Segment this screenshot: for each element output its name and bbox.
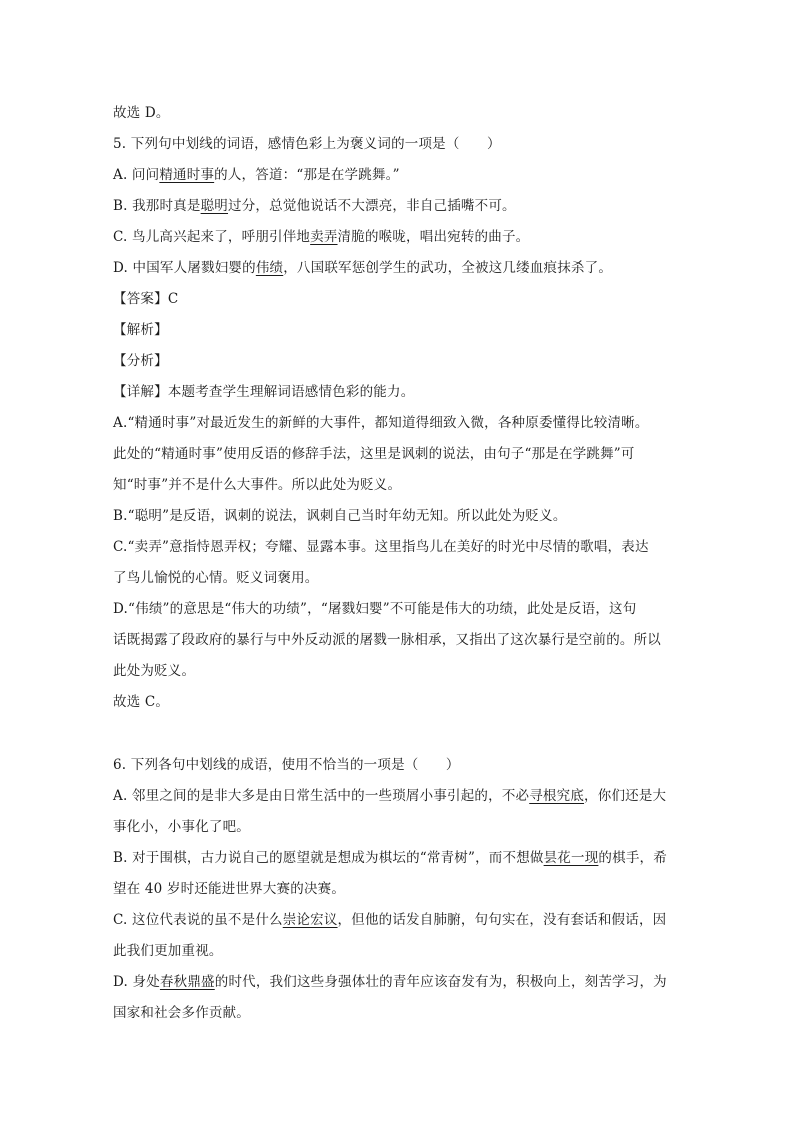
q5-option-c: C. 鸟儿高兴起来了，呼朋引伴地卖弄清脆的喉咙，唱出宛转的曲子。 xyxy=(113,229,530,245)
explanation-d-line: 话既揭露了段政府的暴行与中外反动派的屠戮一脉相承，又指出了这次暴行是空前的。所以 xyxy=(113,632,661,648)
q6-option-a: A. 邻里之间的是非大多是由日常生活中的一些琐屑小事引起的，不必寻根究底，你们还是大 xyxy=(113,788,667,804)
explanation-a-line: 此处的“精通时事”使用反语的修辞手法，这里是讽刺的说法，由句子“那是在学跳舞”可 xyxy=(113,446,635,462)
q5-answer xyxy=(113,284,693,315)
q6-option-d: D. 身处春秋鼎盛的时代，我们这些身强体壮的青年应该奋发有为，积极向上，刻苦学习，为 xyxy=(113,974,667,990)
q6-option-b-cont: 望在 40 岁时还能进世界大赛的决赛。 xyxy=(113,881,346,897)
q6-option-c: C. 这位代表说的虽不是什么崇论宏议，但他的话发自肺腑，句句实在，没有套话和假话，因 xyxy=(113,912,667,928)
explanation-c-line: C.“卖弄”意指恃恩弄权；夸耀、显露本事。这里指鸟儿在美好的时光中尽情的歌唱，表达 xyxy=(113,539,649,555)
underlined-term: 伟绩 xyxy=(255,260,284,276)
underlined-term: 精通时事 xyxy=(159,167,215,183)
q6-stem: 6. 下列各句中划线的成语，使用不恰当的一项是（ ） xyxy=(113,757,460,773)
document-page xyxy=(113,98,693,1029)
q6-option-a-cont: 事化小，小事化了吧。 xyxy=(113,819,250,835)
underlined-term: 聪明 xyxy=(200,198,229,214)
q5-option-a: A. 问问精通时事的人，答道：“那是在学跳舞。” xyxy=(113,167,400,183)
underlined-idiom: 寻根究底 xyxy=(529,788,585,804)
underlined-idiom: 崇论宏议 xyxy=(282,912,338,928)
q5-option-b: B. 我那时真是聪明过分，总觉他说话不大漂亮，非自己插嘴不可。 xyxy=(113,198,516,214)
q6-option-d-cont: 国家和社会多作贡献。 xyxy=(113,1005,250,1021)
explanation-b-line: B.“聪明”是反语，讽刺的说法，讽刺自己当时年幼无知。所以此处为贬义。 xyxy=(113,508,567,524)
underlined-idiom: 昙花一现 xyxy=(543,850,599,866)
explanation-d-line: 此处为贬义。 xyxy=(113,663,196,679)
detail-line: 【详解】本题考查学生理解词语感情色彩的能力。 xyxy=(113,384,415,400)
explanation-a-line: A.“精通时事”对最近发生的新鲜的大事件，都知道得细致入微，各种原委懂得比较清晰。 xyxy=(113,415,649,431)
q6-option-b: B. 对于围棋，古力说自己的愿望就是想成为棋坛的“常青树”，而不想做昙花一现的棋手，希 xyxy=(113,850,667,866)
underlined-idiom: 春秋鼎盛 xyxy=(159,974,215,990)
explanation-a-line: 知“时事”并不是什么大事件。所以此处为贬义。 xyxy=(113,477,402,493)
underlined-term: 卖弄 xyxy=(310,229,338,245)
q5-conclusion: 故选 C。 xyxy=(113,694,170,710)
explanation-c-line: 了鸟儿愉悦的心情。贬义词褒用。 xyxy=(113,570,319,586)
answer-tag: 【答案】 xyxy=(113,291,168,307)
fenxi-tag: 【分析】 xyxy=(113,353,168,369)
explanation-d-line: D.“伟绩”的意思是“伟大的功绩”，“屠戮妇婴”不可能是伟大的功绩，此处是反语，这句 xyxy=(113,601,637,617)
answer-value: C xyxy=(167,291,179,307)
q5-option-d: D. 中国军人屠戮妇婴的伟绩，八国联军惩创学生的武功，全被这几缕血痕抹杀了。 xyxy=(113,260,613,276)
previous-conclusion: 故选 D。 xyxy=(113,105,170,121)
q5-stem: 5. 下列句中划线的词语，感情色彩上为褒义词的一项是（ ） xyxy=(113,136,501,152)
q6-option-c-cont: 此我们更加重视。 xyxy=(113,943,223,959)
detail-tag: 【详解】 xyxy=(113,384,168,400)
analysis-tag: 【解析】 xyxy=(113,322,168,338)
section-gap xyxy=(113,718,693,750)
